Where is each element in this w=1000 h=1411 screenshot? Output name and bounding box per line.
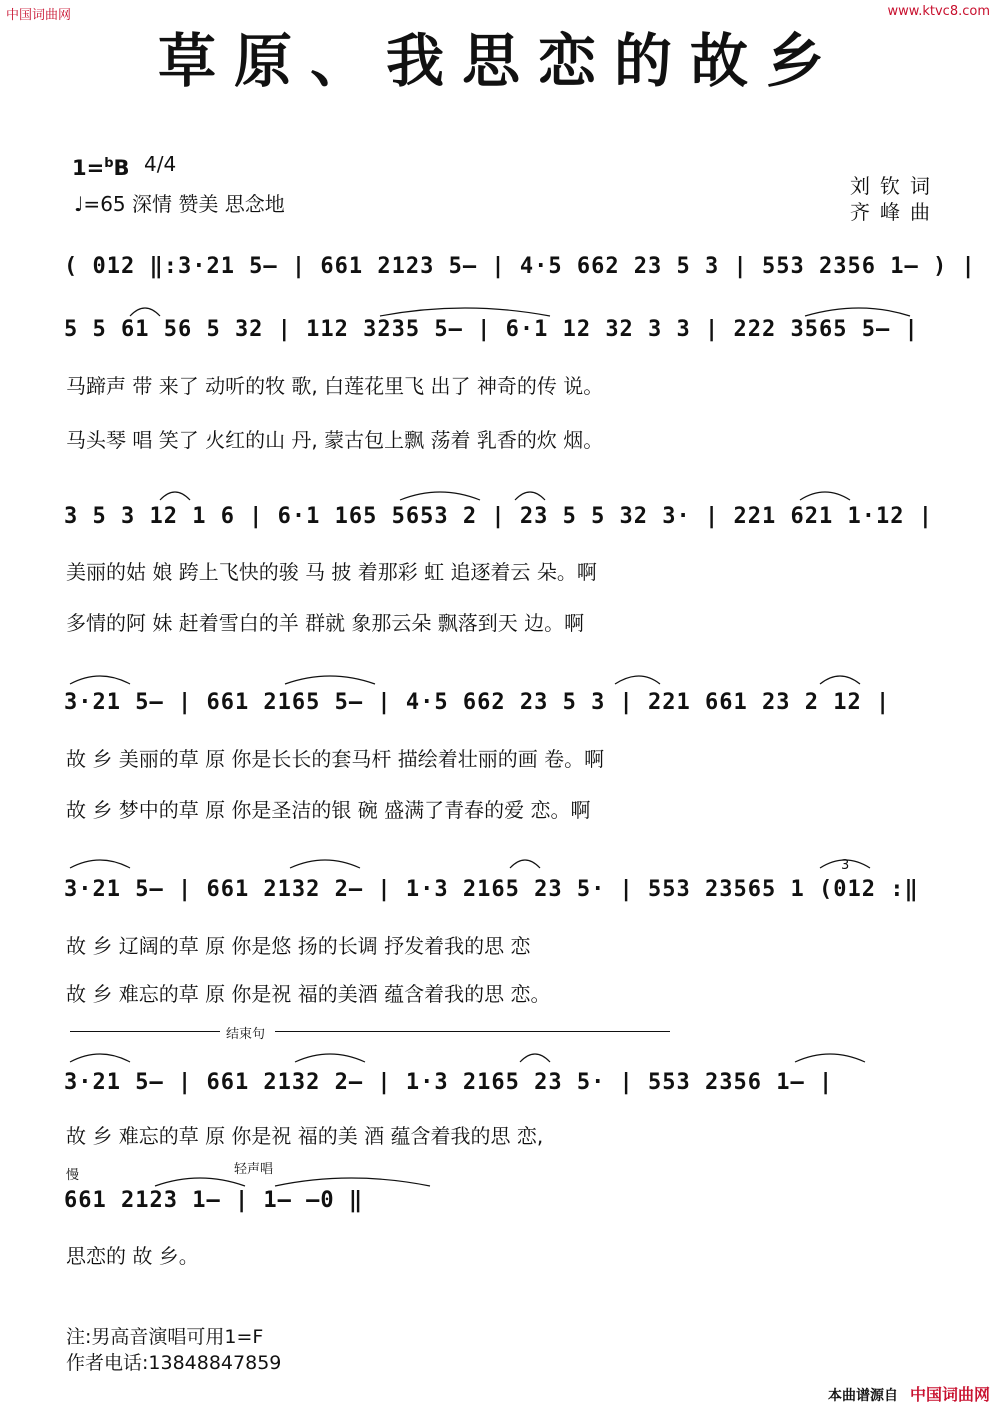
- slur-marks: [60, 1046, 940, 1066]
- tempo-slow-mark: 慢: [66, 1168, 80, 1183]
- key-signature: 1=$^b$B: [72, 156, 130, 180]
- author-phone: 作者电话:13848847859: [66, 1352, 282, 1374]
- triplet-mark: 3: [841, 858, 850, 873]
- lyric-line-2-verse-1: 马蹄声 带 来了 动听的牧 歌, 白莲花里飞 出了 神奇的传 说。: [66, 374, 604, 398]
- lyric-line-6-verse-1: 故 乡 难忘的草 原 你是祝 福的美 酒 蕴含着我的思 恋,: [66, 1124, 544, 1148]
- score-line-6: 3·21 5— | 661 2132 2— | 1·3 2165 23 5· | 553 2356 1— |: [64, 1070, 834, 1095]
- dynamic-soft-mark: 轻声唱: [234, 1162, 274, 1177]
- site-url-right: www.ktvc8.com: [887, 4, 990, 19]
- score-line-5: 3·21 5— | 661 2132 2— | 1·3 2165 23 5· | 553 23565 1 (012 :‖: [64, 877, 919, 902]
- lyricist-credit: 刘钦词: [850, 174, 940, 198]
- time-signature: 4/4: [144, 152, 177, 176]
- lyric-line-3-verse-2: 多情的阿 妹 赶着雪白的羊 群就 象那云朵 飘落到天 边。啊: [66, 611, 585, 635]
- lyric-line-5-verse-1: 故 乡 辽阔的草 原 你是悠 扬的长调 抒发着我的思 恋: [66, 934, 531, 958]
- site-logo-left: 中国词曲网: [6, 8, 72, 23]
- slur-marks: [150, 1170, 450, 1190]
- source-label: 本曲谱源自: [828, 1388, 898, 1404]
- slur-marks: [60, 852, 940, 872]
- lyric-line-3-verse-1: 美丽的姑 娘 跨上飞快的骏 马 披 着那彩 虹 追逐着云 朵。啊: [66, 560, 597, 584]
- ending-rule-right: [275, 1031, 670, 1032]
- slur-marks: [60, 668, 940, 688]
- ending-rule-left: [70, 1031, 220, 1032]
- lyric-line-5-verse-2: 故 乡 难忘的草 原 你是祝 福的美酒 蕴含着我的思 恋。: [66, 982, 551, 1006]
- score-line-2: 5 5 61 56 5 32 | 112 3235 5— | 6·1 12 32 3 3 | 222 3565 5— |: [64, 317, 919, 342]
- score-line-4: 3·21 5— | 661 2165 5— | 4·5 662 23 5 3 | 221 661 23 2 12 |: [64, 690, 891, 715]
- score-line-7: 661 2123 1— | 1— —0 ‖: [64, 1188, 364, 1213]
- source-site-logo: 中国词曲网: [909, 1385, 990, 1404]
- lyric-line-7-verse-1: 思恋的 故 乡。: [66, 1244, 199, 1268]
- ending-label: 结束句: [226, 1027, 266, 1042]
- composer-credit: 齐峰曲: [850, 200, 940, 224]
- song-title: 草原、我思恋的故乡: [157, 27, 842, 95]
- score-line-3: 3 5 3 12 1 6 | 6·1 165 5653 2 | 23 5 5 32 3· | 221 621 1·12 |: [64, 504, 933, 529]
- lyric-line-2-verse-2: 马头琴 唱 笑了 火红的山 丹, 蒙古包上飘 荡着 乳香的炊 烟。: [66, 428, 604, 452]
- lyric-line-4-verse-2: 故 乡 梦中的草 原 你是圣洁的银 碗 盛满了青春的爱 恋。啊: [66, 798, 591, 822]
- slur-marks: [140, 484, 960, 504]
- score-line-1: ( 012 ‖:3·21 5— | 661 2123 5— | 4·5 662 23 5 3 | 553 2356 1— ) |: [64, 254, 976, 279]
- performance-note: 注:男高音演唱可用1=F: [66, 1326, 264, 1348]
- lyric-line-4-verse-1: 故 乡 美丽的草 原 你是长长的套马杆 描绘着壮丽的画 卷。啊: [66, 747, 605, 771]
- tempo-marking: ♩=65 深情 赞美 思念地: [74, 192, 285, 216]
